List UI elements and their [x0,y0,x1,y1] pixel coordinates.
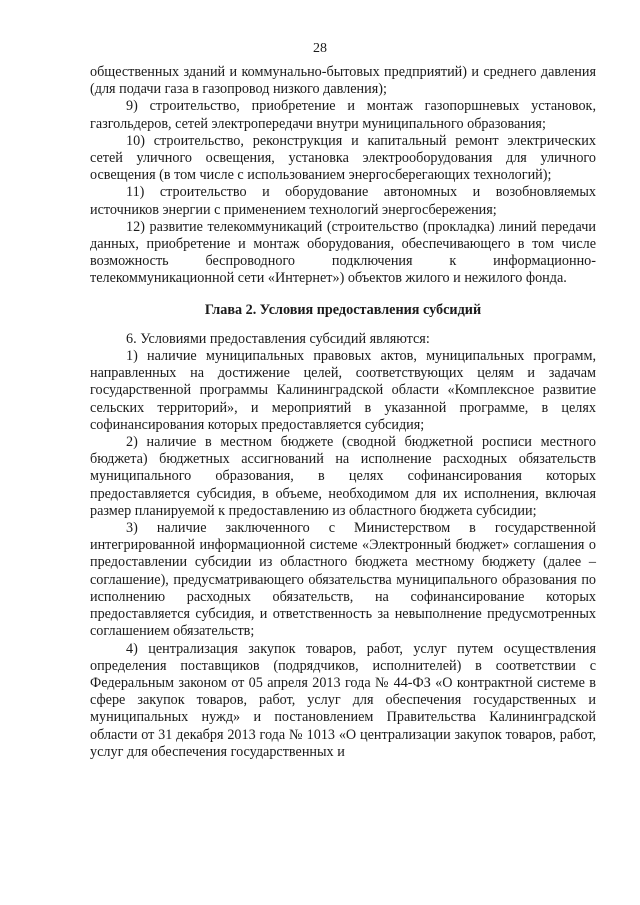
condition-item-4: 4) централизация закупок товаров, работ, услуг путем осуществления определения поставщиков (подрядчиков, исполнителей) в соответствии с Федеральным законом от 05 апреля 2013 года № 44-ФЗ «О контрактной системе в сфере закупок товаров, работ, услуг для обеспечения государственных и муниципальных нужд» и постановлением Правительства Калининградской области от 31 декабря 2013 года № 1013 «О централизации закупок товаров, работ, услуг для обеспечения государственных и [90,640,596,760]
chapter-heading: Глава 2. Условия предоставления субсидий [204,301,482,318]
condition-item-2: 2) наличие в местном бюджете (сводной бюджетной росписи местного бюджета) бюджетных ассигнований на исполнение расходных обязательств муниципального образования, в целях софинансирования которых предоставляется субсидия, в объеме, необходимом для их исполнения, включая размер планируемой к предоставлению из областного бюджета субсидии; [90,434,596,519]
list-item-9: 9) строительство, приобретение и монтаж газопоршневых установок, газгольдеров, сетей электропередачи внутри муниципального образования; [90,98,596,132]
list-item-12: 12) развитие телекоммуникаций (строительство (прокладка) линий передачи данных, приобретение и монтаж оборудования, обеспечивающего в том числе возможность беспроводного подключения к информационно-телекоммуникационной сети «Интернет») объектов жилого и нежилого фонда. [90,218,596,287]
page-number: 28 [313,41,327,56]
section-6-intro: 6. Условиями предоставления субсидий являются: [126,330,430,347]
paragraph-continuation: общественных зданий и коммунально-бытовых предприятий) и среднего давления (для подачи газа в газопровод низкого давления); [90,64,596,98]
document-body [90,64,596,761]
list-item-11: 11) строительство и оборудование автономных и возобновляемых источников энергии с применением технологий энергосбережения; [90,184,596,218]
condition-item-1: 1) наличие муниципальных правовых актов, муниципальных программ, направленных на достижение целей, соответствующих целям и задачам государственной программы Калининградской области «Комплексное развитие сельских территорий», и мероприятий в указанной программе, в целях софинансирования которых предоставляется субсидия; [90,348,596,433]
list-item-10: 10) строительство, реконструкция и капитальный ремонт электрических сетей уличного освещения, установка электрооборудования для уличного освещения (в том числе с использованием энергосберегающих технологий); [90,132,596,184]
condition-item-3: 3) наличие заключенного с Министерством в государственной интегрированной информационной системе «Электронный бюджет» соглашения о предоставлении субсидии из областного бюджета местному бюджету (далее – соглашение), предусматривающего обязательства муниципального образования по исполнению расходных обязательств, на софинансирование которых предоставляется субсидия, и ответственность за невыполнение предусмотренных соглашением обязательств; [90,520,596,640]
